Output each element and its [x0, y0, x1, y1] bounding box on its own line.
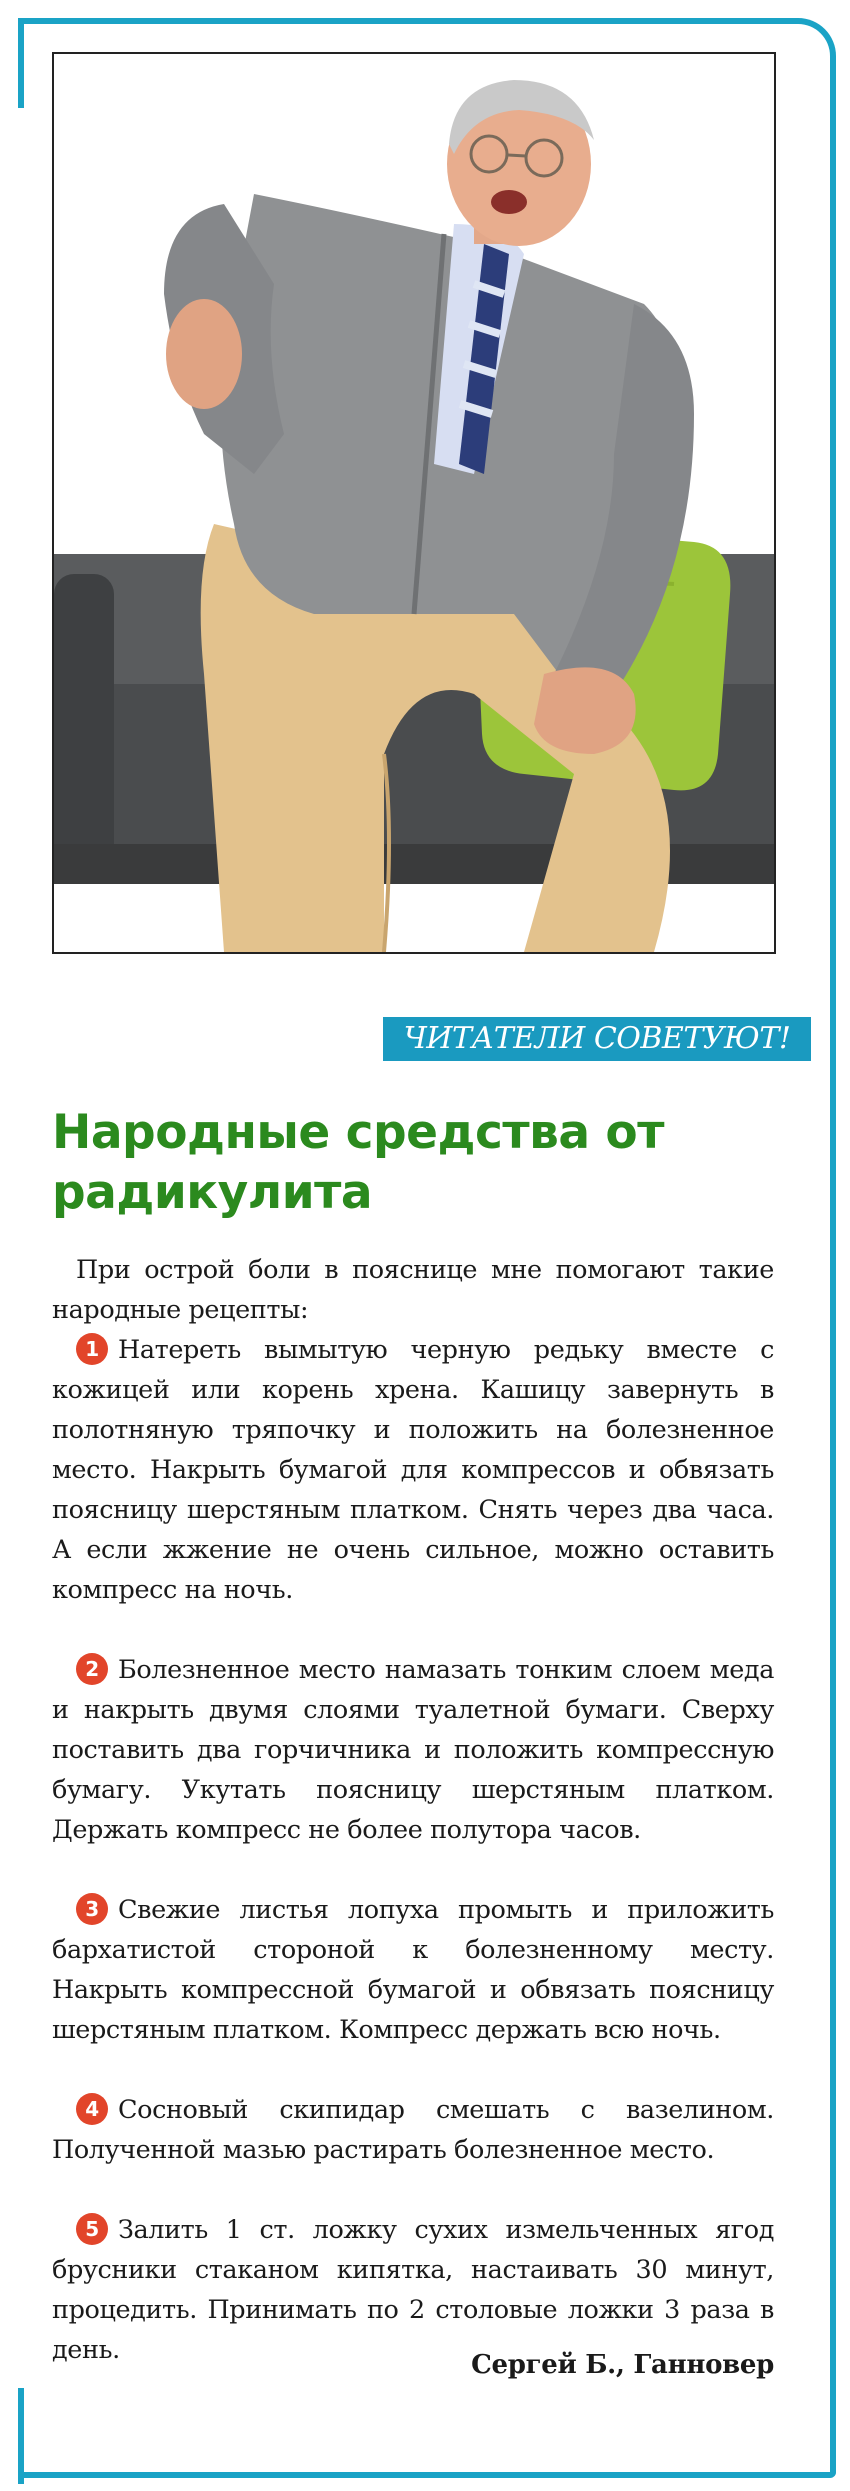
number-badge-icon: 4: [76, 2093, 108, 2125]
number-badge-icon: 5: [76, 2213, 108, 2245]
number-badge-icon: 1: [76, 1333, 108, 1365]
intro-paragraph: При острой боли в пояснице мне помогают такие народные рецепты:: [52, 1255, 774, 1325]
recipe-text: Залить 1 ст. ложку сухих измельченных ягод брусники стаканом кипятка, настаивать 30 минут, процедить. Принимать по 2 столовые ложки 3 раза в день.: [52, 2215, 774, 2365]
recipe-text: Свежие листья лопуха промыть и приложить бархатистой стороной к болезненному месту. Накрыть компрессной бумагой и обвязать поясницу шерстяным платком. Компресс держать всю ночь.: [52, 1895, 774, 2045]
frame-accent-top: [18, 18, 24, 108]
number-badge-icon: 3: [76, 1893, 108, 1925]
article-photo: [52, 52, 776, 954]
man-with-back-pain-illustration: [54, 54, 774, 952]
recipe-item-5: [52, 2210, 774, 2370]
article-body: [52, 1250, 774, 2370]
recipe-item-1: [52, 1330, 774, 1610]
recipe-text: Сосновый скипидар смешать с вазелином. Полученной мазью растирать болезненное место.: [52, 2095, 774, 2165]
article-title: Народные средства от радикулита: [52, 1105, 664, 1220]
recipe-item-2: [52, 1650, 774, 1850]
author-signature: Сергей Б., Ганновер: [471, 2350, 774, 2380]
number-badge-icon: 2: [76, 1653, 108, 1685]
recipe-item-4: [52, 2090, 774, 2170]
frame-accent-bottom: [18, 2388, 24, 2484]
recipe-text: Болезненное место намазать тонким слоем меда и накрыть двумя слоями туалетной бумаги. Сверху поставить два горчичника и положить компрессную бумагу. Укутать поясницу шерстяным платком. Держать компресс не более полутора часов.: [52, 1655, 774, 1845]
category-label: ЧИТАТЕЛИ СОВЕТУЮТ!: [383, 1017, 811, 1061]
recipe-item-3: [52, 1890, 774, 2050]
recipe-text: Натереть вымытую черную редьку вместе с кожицей или корень хрена. Кашицу завернуть в полотняную тряпочку и положить на болезненное место. Накрыть бумагой для компрессов и обвязать поясницу шерстяным платком. Снять через два часа. А если жжение не очень сильное, можно оставить компресс на ночь.: [52, 1335, 774, 1605]
